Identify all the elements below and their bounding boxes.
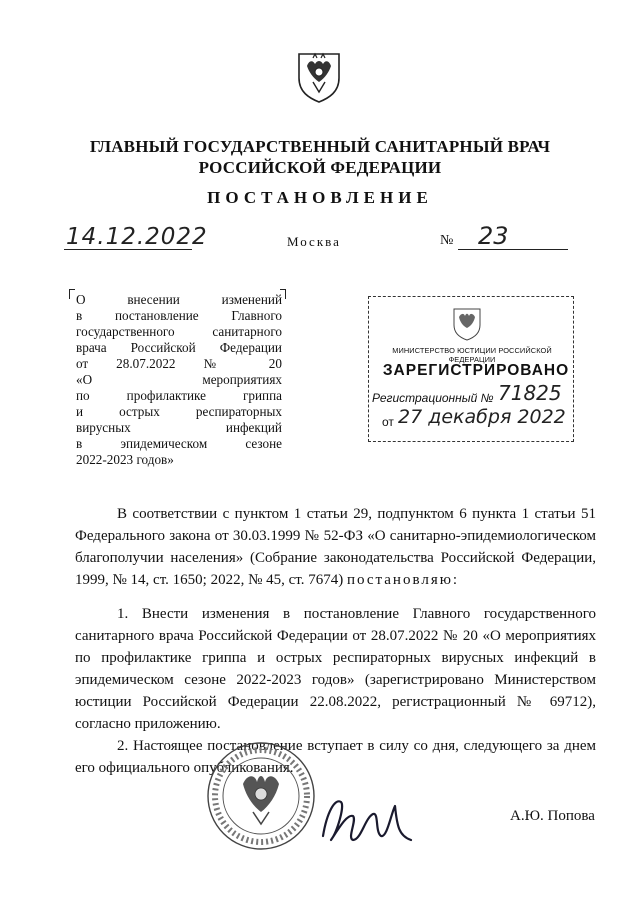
stamp-from-date-handwritten: 27 декабря 2022 bbox=[398, 406, 566, 428]
item-2-text: 2. Настоящее постановление вступает в силу со дня, следующего за днем его официального опубликования. bbox=[75, 738, 596, 776]
subject-line: от 28.07.2022 № 20 bbox=[76, 356, 282, 371]
coat-of-arms-icon bbox=[293, 48, 345, 104]
city: Москва bbox=[287, 234, 341, 249]
preamble-paragraph bbox=[75, 503, 596, 591]
subject-line: врача Российской Федерации bbox=[76, 340, 282, 355]
authority-title-line2: РОССИЙСКОЙ ФЕДЕРАЦИИ bbox=[198, 158, 442, 177]
subject-block bbox=[76, 292, 282, 468]
item-1-paragraph bbox=[75, 603, 596, 735]
document-type: ПОСТАНОВЛЕНИЕ bbox=[207, 188, 433, 207]
stamp-from-label: от bbox=[382, 415, 394, 429]
date-underline bbox=[64, 249, 192, 250]
subject-bracket-left bbox=[69, 289, 75, 299]
number-sign: № bbox=[440, 233, 454, 248]
subject-line: О внесении изменений bbox=[76, 292, 282, 307]
preamble-text: В соответствии с пунктом 1 статьи 29, подпунктом 6 пункта 1 статьи 51 Федерального закона от 30.03.1999 № 52-ФЗ «О санитарно-эпидемиологическом благополучии населения» (Собрание законодательства Российской Федерации, 1999, № 14, ст. 1650; 2022, № 45, ст. 7674) bbox=[75, 506, 596, 588]
number-handwritten: 23 bbox=[478, 222, 509, 250]
stamp-ministry: МИНИСТЕРСТВО ЮСТИЦИИ РОССИЙСКОЙ ФЕДЕРАЦИИ bbox=[392, 346, 552, 364]
subject-line: и острых респираторных bbox=[76, 404, 282, 419]
subject-line: по профилактике гриппа bbox=[76, 388, 282, 403]
stamp-emblem-icon bbox=[450, 305, 484, 341]
handwritten-signature bbox=[317, 792, 417, 850]
item-1-text: 1. Внести изменения в постановление Главного государственного санитарного врача Российской Федерации от 28.07.2022 № 20 «О мероприятиях по профилактике гриппа и острых респираторных вирусных инфекций в эпидемическом сезоне 2022-2023 годов» (зарегистрировано Министерством юстиции Российской Федерации 22.08.2022, регистрационный № 69712), согласно приложению. bbox=[75, 606, 596, 732]
number-underline bbox=[458, 249, 568, 250]
subject-line: вирусных инфекций bbox=[76, 420, 282, 435]
stamp-reg-label: Регистрационный № bbox=[372, 391, 494, 405]
authority-title-line1: ГЛАВНЫЙ ГОСУДАРСТВЕННЫЙ САНИТАРНЫЙ ВРАЧ bbox=[89, 137, 551, 156]
subject-line: государственного санитарного bbox=[76, 324, 282, 339]
stamp-reg-number-handwritten: 71825 bbox=[498, 381, 562, 405]
subject-line: 2022-2023 годов» bbox=[76, 452, 174, 467]
subject-line: в эпидемическом сезоне bbox=[76, 436, 282, 451]
official-seal bbox=[205, 740, 317, 852]
subject-line: «О мероприятиях bbox=[76, 372, 282, 387]
date-handwritten: 14.12.2022 bbox=[66, 224, 208, 250]
resolve-word: постановляю: bbox=[346, 572, 460, 588]
signer-name: А.Ю. Попова bbox=[510, 808, 595, 824]
subject-line: в постановление Главного bbox=[76, 308, 282, 323]
stamp-status: ЗАРЕГИСТРИРОВАНО bbox=[382, 362, 570, 379]
item-2-paragraph bbox=[75, 735, 596, 779]
